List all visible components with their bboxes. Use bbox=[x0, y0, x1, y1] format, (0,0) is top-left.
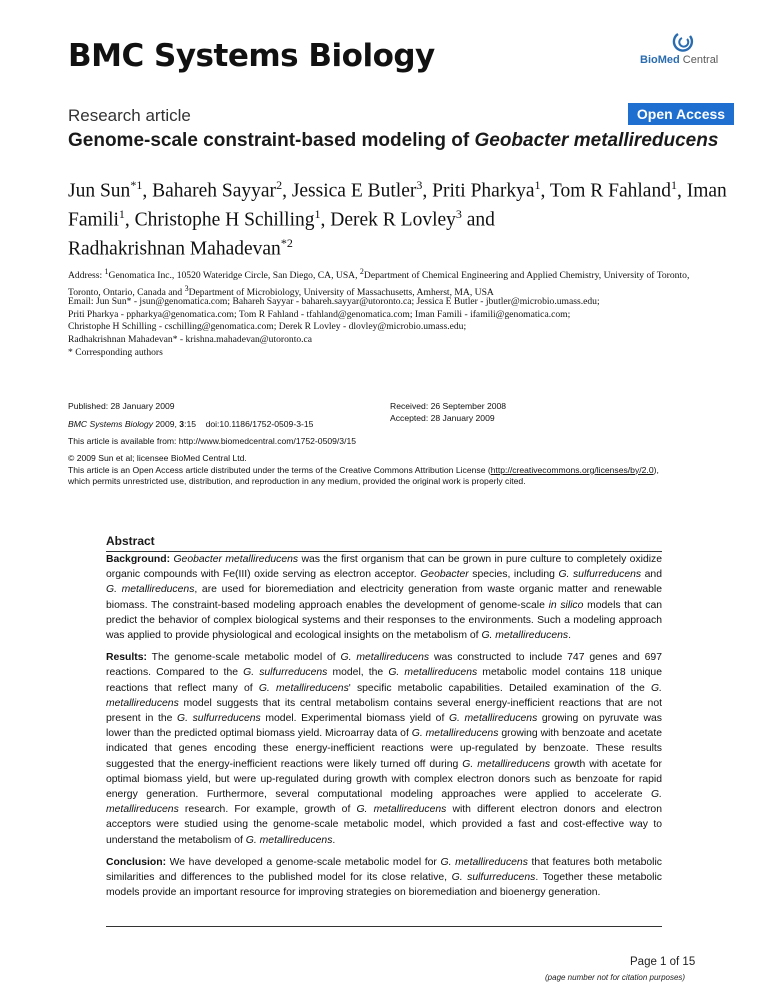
species-name: G. sulfurreducens bbox=[451, 872, 536, 884]
species-name: G. metallireducens bbox=[245, 834, 333, 846]
author-name: Jessica E Butler bbox=[291, 180, 417, 202]
received-date: Received: 26 September 2008 bbox=[390, 401, 507, 411]
author-affiliation-mark: 1 bbox=[670, 178, 677, 192]
article-type: Research article bbox=[68, 106, 191, 125]
author-name: Iman Famili bbox=[68, 180, 727, 231]
publisher-name-bold: BioMed bbox=[640, 54, 680, 66]
background-text bbox=[106, 554, 662, 641]
copyright-line: © 2009 Sun et al; licensee BioMed Central Ltd. bbox=[68, 453, 247, 463]
author-separator: , bbox=[540, 180, 550, 202]
corresponding-authors-note: * Corresponding authors bbox=[68, 347, 163, 358]
species-name: G. metallireducens bbox=[258, 682, 349, 694]
abstract-text: , are used for bioremediation and electricity generation from waste organic matter and renewable biomass. The constraint-based modeling approach enables the development of genome-scale bbox=[106, 584, 662, 611]
author-name: Jun Sun bbox=[68, 180, 131, 202]
author-separator: , bbox=[282, 180, 292, 202]
page-number: Page 1 of 15 bbox=[630, 956, 696, 968]
article-title-text: Genome-scale constraint-based modeling of bbox=[68, 130, 475, 151]
abstract-text: was constructed to include 747 genes and 697 reactions. Compared to the bbox=[106, 652, 662, 679]
author-affiliation-mark: 1 bbox=[534, 178, 541, 192]
species-name: Geobacter bbox=[420, 569, 469, 581]
email-list bbox=[68, 296, 718, 346]
author-affiliation-mark: *2 bbox=[280, 236, 293, 250]
author-separator: , bbox=[676, 180, 687, 202]
page-number-note: (page number not for citation purposes) bbox=[545, 973, 686, 982]
abstract-text: growing on pyruvate was lower than the predicted optimal biomass yield. Microarray data of bbox=[106, 713, 662, 740]
publisher-logo[interactable] bbox=[640, 32, 730, 72]
affiliation-mark: 1 bbox=[104, 267, 109, 276]
abstract-text: model suggests that its central metabolism contains several energy-inefficient reactions that are not present in the bbox=[106, 697, 662, 725]
abstract-results bbox=[106, 650, 662, 848]
open-access-badge: Open Access bbox=[628, 103, 734, 125]
author-list bbox=[68, 174, 728, 261]
email-line: Priti Pharkya - ppharkya@genomatica.com; Tom R Fahland - tfahland@genomatica.com; Iman Famili - ifamili@genomatica.com; bbox=[68, 308, 571, 320]
author-affiliation-mark: 3 bbox=[416, 178, 423, 192]
journal-title: BMC Systems Biology bbox=[68, 38, 435, 74]
abstract-text: research. For example, growth of bbox=[178, 804, 357, 816]
author-affiliation-mark: 1 bbox=[314, 207, 321, 221]
copyright-notice bbox=[68, 453, 718, 488]
author-name: Radhakrishnan Mahadevan bbox=[68, 238, 281, 260]
citation-journal: BMC Systems Biology bbox=[68, 419, 154, 429]
author-separator: , bbox=[142, 180, 153, 202]
abstract-text: models that can predict the behavior of complex biological systems and their responses to the environments. Such a modeling approach was applied to provide physiological and ecological insights on the metabolism of bbox=[106, 599, 663, 642]
email-line: Radhakrishnan Mahadevan* - krishna.mahadevan@utoronto.ca bbox=[68, 333, 313, 345]
email-line: Email: Jun Sun* - jsun@genomatica.com; Bahareh Sayyar - bahareh.sayyar@utoronto.ca; Jessica E Butler - jbutler@microbio.umass.edu; bbox=[68, 296, 600, 307]
address-label: Address: bbox=[68, 270, 105, 282]
species-name: G. metallireducens bbox=[340, 652, 430, 664]
license-text-end: ), bbox=[653, 464, 659, 475]
species-name: G. metallireducens bbox=[356, 804, 447, 816]
publisher-name bbox=[640, 54, 718, 66]
species-name: G. sulfurreducens bbox=[243, 667, 328, 679]
abstract-text: and bbox=[641, 569, 662, 581]
abstract-text: species, including bbox=[468, 569, 559, 581]
conclusion-text bbox=[106, 857, 662, 898]
species-name: G. metallireducens bbox=[106, 682, 662, 709]
author-name: Derek R Lovley bbox=[330, 209, 456, 231]
abstract-heading: Abstract bbox=[106, 534, 662, 552]
abstract-text: that features both metabolic similarities and differences to the published model for its close relative, bbox=[106, 856, 662, 884]
citation-volume: 3 bbox=[179, 419, 185, 429]
accepted-date: Accepted: 28 January 2009 bbox=[390, 413, 495, 423]
publisher-name-light: Central bbox=[679, 54, 719, 66]
abstract-text: with different electron donors and electron acceptors were studied using the genome-scale metabolic model, which provided a fast and cost-effective way to understand the metabolism of bbox=[106, 804, 662, 846]
abstract-text: . Together these metabolic models provide an important resource for improving strategies on bioremediation and bioenergy generation. bbox=[106, 872, 662, 899]
affiliation-text: Department of Chemical Engineering and Applied Chemistry, University of Toronto, Toronto, Ontario, Canada and bbox=[68, 270, 690, 298]
author-name: Priti Pharkya bbox=[432, 180, 535, 202]
species-name: in silico bbox=[548, 599, 584, 611]
author-separator: , bbox=[422, 180, 433, 202]
results-text bbox=[106, 652, 662, 845]
biomed-central-logo-icon bbox=[672, 32, 696, 54]
abstract-divider bbox=[106, 926, 662, 927]
affiliation-mark: 3 bbox=[184, 283, 189, 293]
conclusion-label: Conclusion: bbox=[106, 856, 167, 868]
abstract-text: growth with acetate for optimal biomass yield, but were up-regulated during growth with complex electron donors such as benzoate for rapid energy generation. Furthermore, several computational modeling approaches were applied to accelerate bbox=[106, 758, 662, 801]
abstract-text: metabolic model contains 118 unique reactions that reflect many of bbox=[106, 667, 662, 694]
abstract-background bbox=[106, 552, 662, 643]
species-name: G. metallireducens bbox=[388, 667, 478, 679]
abstract-text: growing with benzoate and acetate indicated that genes encoding these energy-inefficient reactions were up-regulated by benzoate. These results suggested that the energy-inefficient reactions were likely turned off during bbox=[106, 728, 662, 770]
author-affiliation-mark: 3 bbox=[455, 207, 462, 221]
article-url[interactable]: This article is available from: http://www.biomedcentral.com/1752-0509/3/15 bbox=[68, 436, 357, 446]
license-text: This article is an Open Access article distributed under the terms of the Creative Commons Attribution License ( bbox=[68, 464, 491, 475]
author-affiliation-mark: 1 bbox=[118, 207, 125, 221]
email-line: Christophe H Schilling - cschilling@genomatica.com; Derek R Lovley - dlovley@microbio.umass.edu; bbox=[68, 321, 467, 333]
species-name: G. sulfurreducens bbox=[177, 713, 261, 725]
citation-year: 2009, bbox=[153, 419, 180, 429]
species-name: Geobacter metallireducens bbox=[173, 554, 299, 565]
abstract bbox=[106, 534, 662, 907]
background-label: Background: bbox=[106, 554, 171, 565]
species-name: G. metallireducens bbox=[448, 713, 538, 725]
species-name: G. metallireducens bbox=[106, 584, 195, 596]
license-link[interactable]: http://creativecommons.org/licenses/by/2.0 bbox=[490, 464, 654, 475]
abstract-conclusion bbox=[106, 855, 662, 901]
abstract-text: . bbox=[568, 630, 571, 642]
affiliation-mark: 2 bbox=[359, 267, 364, 276]
article-title-species: Geobacter metallireducens bbox=[474, 130, 719, 151]
results-label: Results: bbox=[106, 652, 147, 664]
citation-doi: :15 doi:10.1186/1752-0509-3-15 bbox=[184, 419, 314, 429]
abstract-text: ' specific metabolic capabilities. Detailed examination of the bbox=[348, 682, 652, 694]
author-affiliation-mark: 2 bbox=[276, 178, 283, 192]
affiliation-text: Genomatica Inc., 10520 Wateridge Circle, San Diego, CA, USA, bbox=[108, 270, 360, 282]
article-title bbox=[68, 130, 728, 152]
species-name: G. sulfurreducens bbox=[558, 569, 642, 581]
species-name: G. metallireducens bbox=[481, 630, 569, 642]
published-date: Published: 28 January 2009 bbox=[68, 401, 175, 411]
license-line bbox=[68, 465, 718, 477]
abstract-text: . bbox=[332, 834, 336, 846]
abstract-text: We have developed a genome-scale metabolic model for bbox=[166, 856, 441, 868]
author-name: Tom R Fahland bbox=[549, 180, 671, 202]
abstract-text: model. Experimental biomass yield of bbox=[260, 713, 449, 725]
author-affiliation-mark: *1 bbox=[130, 178, 143, 192]
author-separator: and bbox=[461, 209, 495, 231]
author-name: Bahareh Sayyar bbox=[152, 180, 277, 202]
author-separator: , bbox=[320, 209, 331, 231]
abstract-text: was the first organism that can be grown in pure culture to completely oxidize organic compounds with Fe(III) oxide serving as electron acceptor. bbox=[106, 554, 663, 581]
citation bbox=[68, 419, 313, 429]
author-separator: , bbox=[124, 209, 135, 231]
species-name: G. metallireducens bbox=[440, 856, 528, 868]
abstract-text: The genome-scale metabolic model of bbox=[147, 652, 341, 664]
abstract-text: model, the bbox=[327, 667, 389, 679]
license-line-2: which permits unrestricted use, distribution, and reproduction in any medium, provided the original work is properly cited. bbox=[68, 476, 526, 487]
species-name: G. metallireducens bbox=[462, 758, 551, 770]
affiliation-text: Department of Microbiology, University of Massachusetts, Amherst, MA, USA bbox=[188, 286, 494, 298]
address bbox=[68, 266, 718, 300]
species-name: G. metallireducens bbox=[106, 789, 662, 816]
author-name: Christophe H Schilling bbox=[134, 209, 315, 231]
abstract-body bbox=[106, 552, 662, 900]
species-name: G. metallireducens bbox=[411, 728, 499, 740]
